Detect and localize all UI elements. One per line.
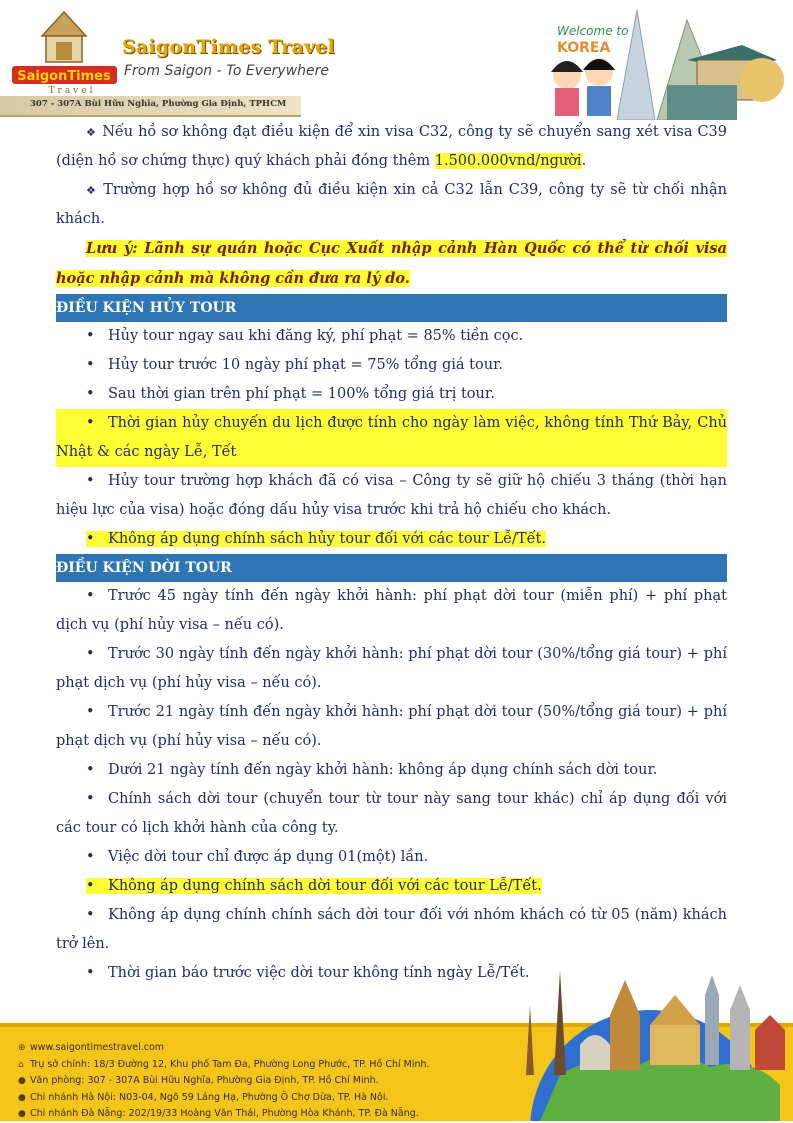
cancel-item-highlighted: • Thời gian hủy chuyến du lịch được tính cho ngày làm việc, không tính Thứ Bảy, Chủ Nhật & các ngày Lễ, Tết [56, 409, 727, 467]
cancel-item: • Sau thời gian trên phí phạt = 100% tổng giá trị tour. [56, 380, 727, 409]
header-address-bar [0, 96, 301, 117]
visa-c39-paragraph: ❖ Nếu hồ sơ không đạt điều kiện để xin visa C32, công ty sẽ chuyển sang xét visa C39 (diện hồ sơ chứng thực) quý khách phải đóng thêm 1.500.000vnd/người. [56, 124, 727, 169]
diamond-bullet-icon: ❖ [86, 126, 97, 139]
korea-illustration [537, 0, 793, 120]
postpone-item: • Việc dời tour chỉ được áp dụng 01(một) lần. [56, 843, 727, 872]
visa-refuse-paragraph: ❖ Trường hợp hồ sơ không đủ điều kiện xin cả C32 lẫn C39, công ty sẽ từ chối nhận khách. [56, 182, 727, 227]
postpone-item: • Dưới 21 ngày tính đến ngày khởi hành: không áp dụng chính sách dời tour. [56, 756, 727, 785]
diamond-bullet-icon: ❖ [86, 184, 98, 197]
brand-tagline: From Saigon - To Everywhere [124, 63, 330, 79]
postpone-section-title: ĐIỀU KIỆN DỜI TOUR [56, 554, 727, 582]
home-icon: ⌂ [18, 1059, 24, 1070]
footer-office: ● Văn phòng: 307 - 307A Bùi Hữu Nghĩa, Phường Gia Định, TP. Hồ Chí Minh. [18, 1073, 430, 1090]
postpone-item: • Thời gian báo trước việc dời tour không tính ngày Lễ/Tết. [56, 959, 727, 988]
header-address: 307 - 307A Bùi Hữu Nghĩa, Phường Gia Định, TPHCM [30, 99, 287, 109]
cancel-item: • Hủy tour trước 10 ngày phí phạt = 75% tổng giá tour. [56, 351, 727, 380]
postpone-item: • Trước 30 ngày tính đến ngày khởi hành: phí phạt dời tour (30%/tổng giá tour) + phí phạt dịch vụ (phí hủy visa – nếu có). [56, 640, 727, 698]
korea-word-text: KOREA [557, 40, 611, 56]
footer-website[interactable]: ⊕ www.saigontimestravel.com [18, 1040, 430, 1057]
location-pin-icon: ● [18, 1109, 26, 1119]
cancel-item-highlighted: • Không áp dụng chính sách hủy tour đối với các tour Lễ/Tết. [56, 525, 727, 554]
brand-name: SaigonTimes Travel [122, 36, 335, 58]
korea-welcome-text: Welcome to [557, 24, 629, 38]
postpone-item: • Không áp dụng chính chính sách dời tour đối với nhóm khách có từ 05 (năm) khách trở lên. [56, 901, 727, 959]
cancel-item: • Hủy tour ngay sau khi đăng ký, phí phạt = 85% tiền cọc. [56, 322, 727, 351]
logo-subtext: Travel [48, 86, 96, 95]
postpone-item: • Trước 45 ngày tính đến ngày khởi hành: phí phạt dời tour (miễn phí) + phí phạt dịch vụ (phí hủy visa – nếu có). [56, 582, 727, 640]
globe-icon: ⊕ [18, 1043, 26, 1053]
visa-note: Lưu ý: Lãnh sự quán hoặc Cục Xuất nhập cảnh Hàn Quốc có thể từ chối visa hoặc nhập cảnh mà không cần đưa ra lý do. [56, 240, 727, 287]
postpone-item: • Chính sách dời tour (chuyển tour từ tour này sang tour khác) chỉ áp dụng đối với các tour có lịch khởi hành của công ty. [56, 785, 727, 843]
c39-fee: 1.500.000vnd/người [434, 153, 582, 169]
document-body [56, 118, 727, 988]
footer-hq: ⌂ Trụ sở chính: 18/3 Đường 12, Khu phố Tam Đa, Phường Long Phước, TP. Hồ Chí Minh. [18, 1057, 430, 1074]
cancel-section-title: ĐIỀU KIỆN HỦY TOUR [56, 294, 727, 322]
postpone-item-highlighted: • Không áp dụng chính sách dời tour đối với các tour Lễ/Tết. [56, 872, 727, 901]
logo-text: SaigonTimes [17, 69, 111, 84]
company-logo [12, 10, 117, 95]
footer-contact [18, 1040, 430, 1123]
location-pin-icon: ● [18, 1076, 26, 1086]
footer-danang: ● Chi nhánh Đà Nẵng: 202/19/33 Hoàng Văn Thái, Phường Hòa Khánh, TP. Đà Nẵng. [18, 1106, 430, 1123]
footer-hanoi: ● Chi nhánh Hà Nội: N03-04, Ngõ 59 Láng Hạ, Phường Ô Chợ Dừa, TP. Hà Nội. [18, 1090, 430, 1107]
location-pin-icon: ● [18, 1092, 26, 1103]
world-landmarks-illustration [500, 955, 793, 1121]
cancel-item: • Hủy tour trường hợp khách đã có visa – Công ty sẽ giữ hộ chiếu 3 tháng (thời hạn hiệu lực của visa) hoặc đóng dấu hủy visa trước khi trả hộ chiếu cho khách. [56, 467, 727, 525]
postpone-item: • Trước 21 ngày tính đến ngày khởi hành: phí phạt dời tour (50%/tổng giá tour) + phí phạt dịch vụ (phí hủy visa – nếu có). [56, 698, 727, 756]
